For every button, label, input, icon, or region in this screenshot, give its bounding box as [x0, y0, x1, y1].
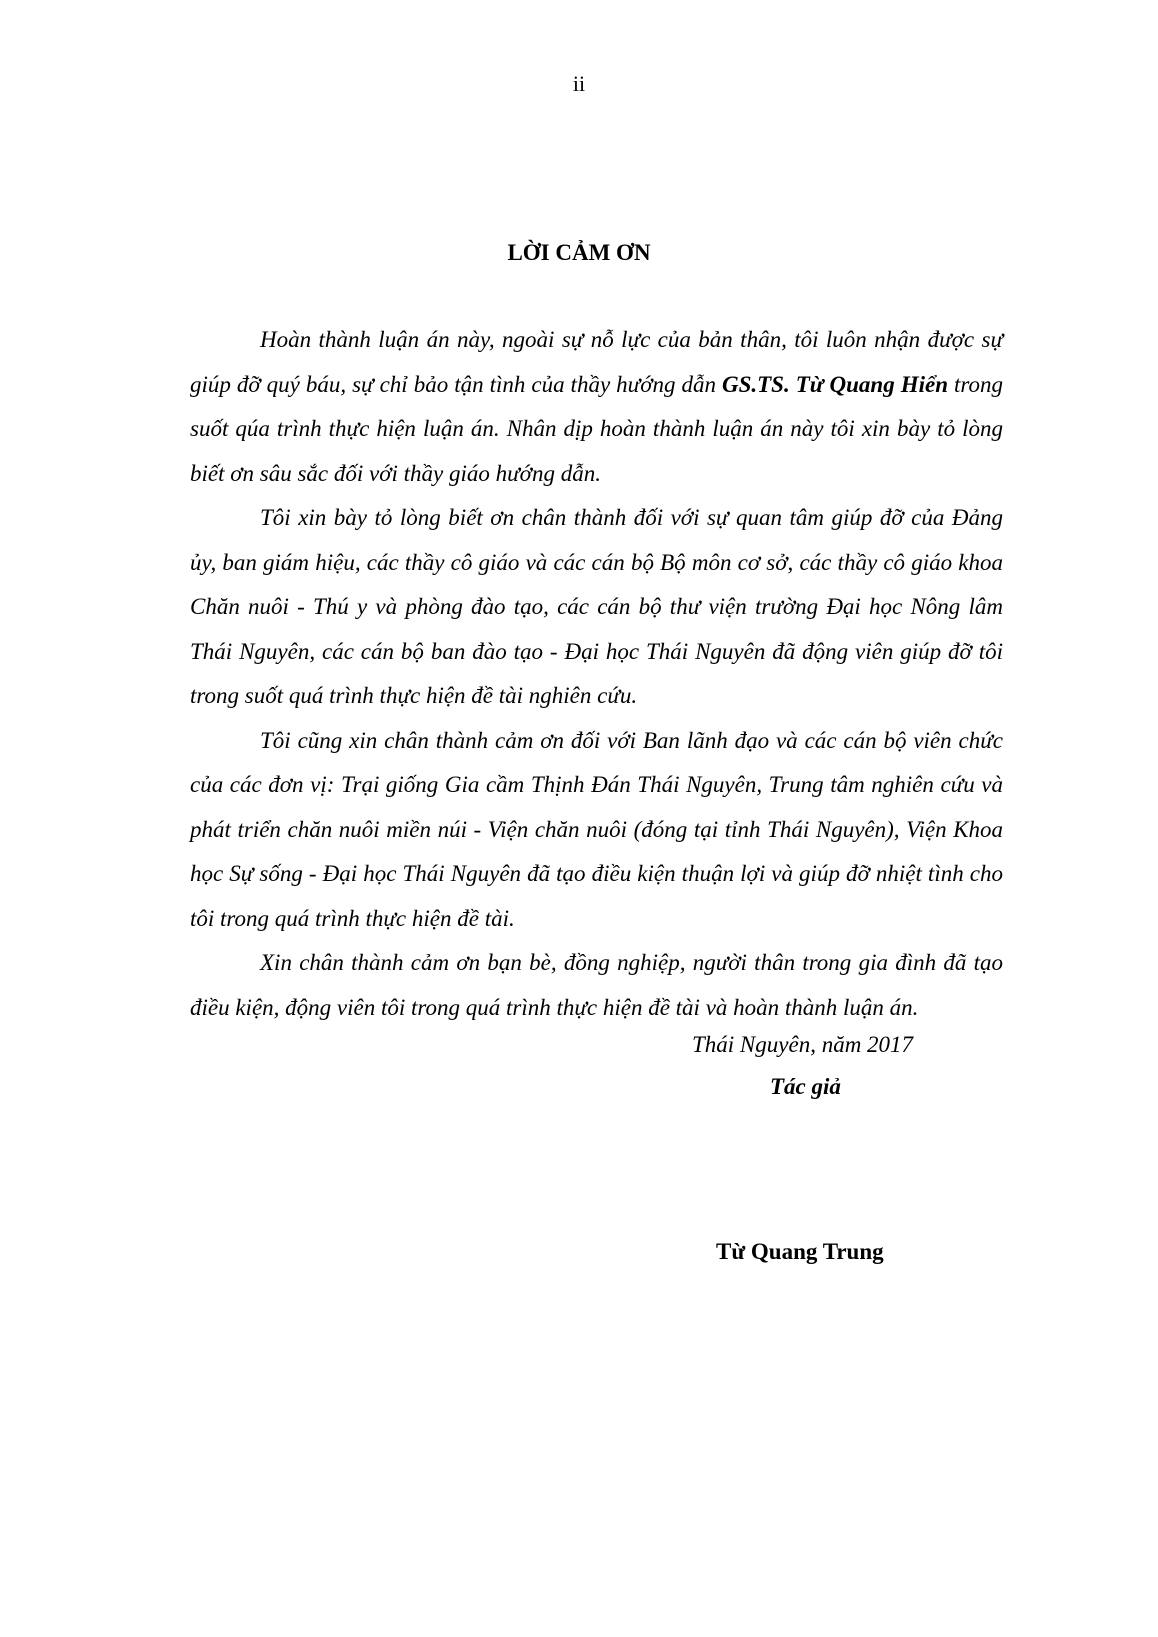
paragraph-1-text-after: trong suốt qúa trình thực hiện luận án. Nhân dịp hoàn thành luận án này tôi xin bày tỏ lòng biết ơn sâu sắc đối với thầy giáo hướng dẫn.: [190, 371, 1003, 486]
signature-place-date: Thái Nguyên, năm 2017: [692, 1032, 914, 1057]
paragraph-1-text-before: Hoàn thành luận án này, ngoài sự nỗ lực của bản thân, tôi luôn nhận được sự giúp đỡ quý báu, sự chỉ bảo tận tình của thầy hướng dẫn: [190, 327, 1003, 397]
acknowledgement-body: [190, 318, 1003, 1030]
advisor-name: GS.TS. Từ Quang Hiển: [721, 371, 949, 397]
signature-author-name: Từ Quang Trung: [716, 1239, 884, 1264]
page-title: LỜI CẢM ƠN: [507, 240, 651, 265]
paragraph-1: [190, 318, 1003, 496]
paragraph-3: Tôi cũng xin chân thành cảm ơn đối với Ban lãnh đạo và các cán bộ viên chức của các đơn vị: Trại giống Gia cầm Thịnh Đán Thái Nguyên, Trung tâm nghiên cứu và phát triển chăn nuôi miền núi - Viện chăn nuôi (đóng tại tỉnh Thái Nguyên), Viện Khoa học Sự sống - Đại học Thái Nguyên đã tạo điều kiện thuận lợi và giúp đỡ nhiệt tình cho tôi trong quá trình thực hiện đề tài.: [190, 727, 1003, 931]
paragraph-4: Xin chân thành cảm ơn bạn bè, đồng nghiệp, người thân trong gia đình đã tạo điều kiện, động viên tôi trong quá trình thực hiện đề tài và hoàn thành luận án.: [190, 950, 1003, 1020]
signature-role: Tác giả: [770, 1074, 841, 1099]
page-number: ii: [572, 71, 586, 96]
paragraph-2: Tôi xin bày tỏ lòng biết ơn chân thành đối với sự quan tâm giúp đỡ của Đảng ủy, ban giám hiệu, các thầy cô giáo và các cán bộ Bộ môn cơ sở, các thầy cô giáo khoa Chăn nuôi - Thú y và phòng đào tạo, các cán bộ thư viện trường Đại học Nông lâm Thái Nguyên, các cán bộ ban đào tạo - Đại học Thái Nguyên đã động viên giúp đỡ tôi trong suốt quá trình thực hiện đề tài nghiên cứu.: [190, 505, 1003, 708]
